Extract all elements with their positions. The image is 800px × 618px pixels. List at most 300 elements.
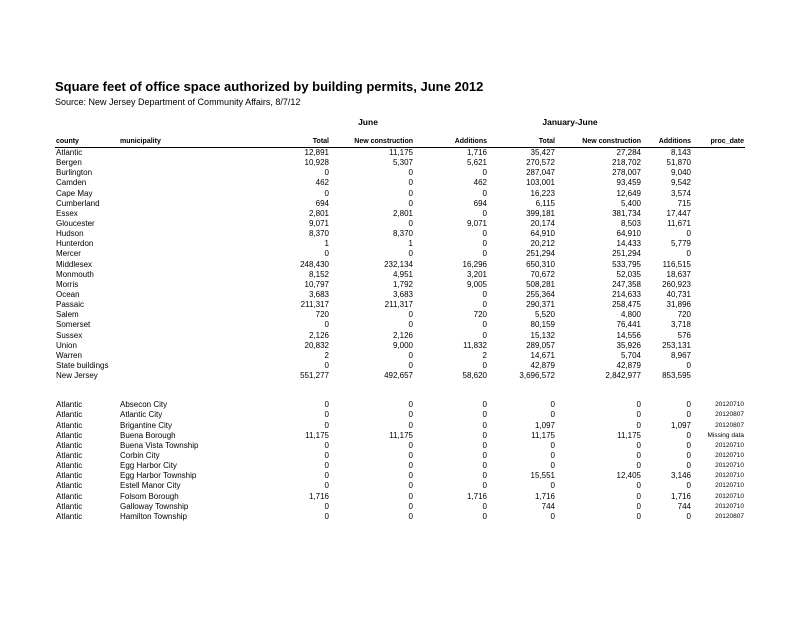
col-header-county: county bbox=[55, 136, 119, 148]
cell-municipality: Corbin City bbox=[120, 451, 160, 460]
cell-new-construction: 0 bbox=[408, 471, 413, 481]
cell-total: 1 bbox=[324, 239, 329, 249]
cell-additions-ytd: 51,870 bbox=[666, 158, 691, 168]
cell-proc-date-empty bbox=[692, 331, 745, 341]
cell-additions: 0 bbox=[482, 430, 487, 440]
cell-county: Atlantic bbox=[56, 511, 83, 521]
cell-total-ytd: 255,364 bbox=[526, 290, 555, 300]
cell-new-construction-ytd: 214,633 bbox=[612, 290, 641, 300]
cell-additions: 0 bbox=[482, 481, 487, 491]
cell-additions-ytd: 0 bbox=[686, 410, 691, 420]
cell-total: 248,430 bbox=[300, 259, 329, 269]
permits-table bbox=[55, 136, 745, 522]
cell-county: Passaic bbox=[56, 300, 85, 310]
cell-county: Atlantic bbox=[56, 148, 83, 158]
cell-proc-date: 20120807 bbox=[715, 512, 744, 520]
cell-proc-date-empty bbox=[692, 168, 745, 178]
cell-additions: 0 bbox=[482, 229, 487, 239]
cell-total: 10,928 bbox=[304, 158, 329, 168]
cell-total: 12,891 bbox=[304, 148, 329, 158]
cell-additions-ytd: 0 bbox=[686, 400, 691, 410]
cell-proc-date-empty bbox=[692, 239, 745, 249]
cell-proc-date: 20120710 bbox=[715, 441, 744, 449]
cell-additions: 0 bbox=[482, 300, 487, 310]
cell-additions: 0 bbox=[482, 361, 487, 371]
cell-new-construction-ytd: 0 bbox=[636, 491, 641, 501]
cell-municipality: Buena Vista Township bbox=[120, 440, 199, 450]
cell-county: Essex bbox=[56, 208, 78, 218]
table-row bbox=[55, 320, 745, 330]
cell-total-ytd: 0 bbox=[550, 451, 555, 460]
cell-total: 0 bbox=[324, 320, 329, 330]
cell-municipality: Brigantine City bbox=[120, 420, 173, 430]
cell-municipality-empty bbox=[119, 361, 246, 371]
cell-new-construction-ytd: 0 bbox=[636, 440, 641, 450]
cell-additions-ytd: 1,097 bbox=[670, 420, 691, 430]
cell-county: Atlantic bbox=[56, 491, 83, 501]
cell-total: 720 bbox=[315, 310, 329, 320]
cell-total-ytd: 20,174 bbox=[530, 219, 555, 229]
cell-total: 0 bbox=[324, 511, 329, 521]
cell-total-ytd: 15,132 bbox=[530, 330, 555, 340]
cell-proc-date-empty bbox=[692, 158, 745, 168]
cell-new-construction: 0 bbox=[408, 198, 413, 208]
cell-county: Camden bbox=[56, 178, 87, 188]
cell-additions-ytd: 0 bbox=[686, 481, 691, 491]
cell-total-ytd: 508,281 bbox=[526, 279, 555, 289]
cell-total-ytd: 0 bbox=[550, 481, 555, 491]
cell-additions: 9,071 bbox=[466, 219, 487, 229]
cell-additions: 0 bbox=[482, 420, 487, 430]
cell-additions: 0 bbox=[482, 410, 487, 420]
cell-additions: 694 bbox=[473, 198, 487, 208]
cell-total-ytd: 15,551 bbox=[530, 471, 555, 481]
cell-municipality: Atlantic City bbox=[120, 410, 163, 420]
cell-total: 0 bbox=[324, 420, 329, 430]
cell-additions-ytd: 720 bbox=[677, 310, 691, 320]
table-row bbox=[55, 189, 745, 199]
cell-county: Atlantic bbox=[56, 501, 83, 511]
cell-additions: 11,832 bbox=[463, 340, 487, 350]
cell-additions-ytd: 11,671 bbox=[667, 219, 691, 229]
spacer-cell bbox=[55, 381, 745, 400]
cell-additions: 2 bbox=[482, 350, 487, 360]
cell-municipality-empty bbox=[119, 168, 246, 178]
table-row bbox=[55, 421, 745, 431]
cell-additions-ytd: 40,731 bbox=[666, 290, 691, 300]
cell-additions: 0 bbox=[482, 451, 487, 460]
cell-total-ytd: 251,294 bbox=[526, 249, 555, 259]
cell-additions-ytd: 17,447 bbox=[666, 208, 691, 218]
cell-total: 0 bbox=[324, 451, 329, 460]
col-header-additions-ytd: Additions bbox=[642, 136, 692, 148]
cell-proc-date: Missing data bbox=[707, 431, 744, 439]
col-header-additions: Additions bbox=[414, 136, 488, 148]
cell-additions-ytd: 3,718 bbox=[670, 320, 691, 330]
cell-proc-date-empty bbox=[692, 371, 745, 381]
cell-additions-ytd: 253,131 bbox=[662, 340, 691, 350]
cell-new-construction-ytd: 0 bbox=[636, 420, 641, 430]
cell-total-ytd: 103,001 bbox=[526, 178, 555, 188]
cell-proc-date-empty bbox=[692, 300, 745, 310]
cell-municipality-empty bbox=[119, 290, 246, 300]
cell-municipality: Estell Manor City bbox=[120, 481, 181, 491]
table-row bbox=[55, 270, 745, 280]
cell-new-construction: 9,000 bbox=[392, 340, 413, 350]
table-row bbox=[55, 331, 745, 341]
cell-total: 0 bbox=[324, 440, 329, 450]
cell-total: 3,683 bbox=[308, 290, 329, 300]
table-row bbox=[55, 290, 745, 300]
cell-additions: 3,201 bbox=[466, 269, 487, 279]
cell-new-construction-ytd: 0 bbox=[636, 410, 641, 420]
table-row bbox=[55, 199, 745, 209]
col-header-new-construction: New construction bbox=[330, 136, 414, 148]
cell-county: Atlantic bbox=[56, 400, 83, 410]
cell-new-construction-ytd: 14,556 bbox=[616, 330, 641, 340]
cell-additions: 0 bbox=[482, 400, 487, 410]
cell-new-construction-ytd: 0 bbox=[636, 501, 641, 511]
col-header-total-ytd: Total bbox=[488, 136, 556, 148]
cell-additions-ytd: 3,574 bbox=[670, 188, 691, 198]
cell-total: 9,071 bbox=[308, 219, 329, 229]
cell-municipality-empty bbox=[119, 300, 246, 310]
table-row bbox=[55, 280, 745, 290]
cell-new-construction-ytd: 12,649 bbox=[616, 188, 641, 198]
cell-county: Gloucester bbox=[56, 219, 95, 229]
cell-new-construction: 11,175 bbox=[389, 148, 413, 158]
cell-additions-ytd: 0 bbox=[686, 249, 691, 259]
cell-new-construction-ytd: 4,800 bbox=[620, 310, 641, 320]
cell-new-construction: 0 bbox=[408, 178, 413, 188]
cell-new-construction-ytd: 76,441 bbox=[616, 320, 641, 330]
cell-total: 0 bbox=[324, 361, 329, 371]
cell-municipality-empty bbox=[119, 189, 246, 199]
table-row bbox=[55, 148, 745, 159]
cell-additions-ytd: 0 bbox=[686, 430, 691, 440]
cell-proc-date: 20120710 bbox=[715, 401, 744, 409]
cell-proc-date-empty bbox=[692, 320, 745, 330]
cell-new-construction-ytd: 93,459 bbox=[616, 178, 641, 188]
col-header-total: Total bbox=[246, 136, 330, 148]
group-header-january-june: January-June bbox=[542, 117, 598, 127]
cell-total-ytd: 6,115 bbox=[535, 198, 555, 208]
cell-county: Atlantic bbox=[56, 481, 83, 491]
cell-additions-ytd: 853,595 bbox=[662, 371, 691, 381]
cell-new-construction: 0 bbox=[408, 249, 413, 259]
cell-county: Mercer bbox=[56, 249, 81, 259]
cell-new-construction-ytd: 12,405 bbox=[616, 471, 641, 481]
cell-proc-date: 20120807 bbox=[715, 411, 744, 419]
cell-new-construction: 0 bbox=[408, 188, 413, 198]
cell-additions-ytd: 5,779 bbox=[670, 239, 691, 249]
cell-total: 2,801 bbox=[308, 208, 329, 218]
table-row bbox=[55, 371, 745, 381]
cell-new-construction-ytd: 11,175 bbox=[617, 430, 641, 440]
table-row bbox=[55, 451, 745, 461]
cell-municipality-empty bbox=[119, 341, 246, 351]
cell-additions-ytd: 0 bbox=[686, 451, 691, 460]
cell-total: 0 bbox=[324, 501, 329, 511]
cell-additions-ytd: 8,967 bbox=[670, 350, 691, 360]
cell-total-ytd: 14,671 bbox=[530, 350, 555, 360]
cell-additions-ytd: 715 bbox=[677, 198, 691, 208]
cell-municipality-empty bbox=[119, 320, 246, 330]
table-row bbox=[55, 502, 745, 512]
cell-additions: 0 bbox=[482, 440, 487, 450]
cell-municipality: Folsom Borough bbox=[120, 491, 179, 501]
cell-new-construction: 11,175 bbox=[389, 430, 413, 440]
cell-new-construction-ytd: 0 bbox=[636, 461, 641, 471]
cell-additions-ytd: 0 bbox=[686, 440, 691, 450]
cell-county: Atlantic bbox=[56, 430, 83, 440]
cell-new-construction-ytd: 218,702 bbox=[612, 158, 641, 168]
cell-county: Warren bbox=[56, 350, 82, 360]
cell-new-construction-ytd: 52,035 bbox=[616, 269, 641, 279]
cell-new-construction-ytd: 381,734 bbox=[612, 208, 641, 218]
cell-new-construction-ytd: 251,294 bbox=[612, 249, 641, 259]
cell-county: Atlantic bbox=[56, 471, 83, 481]
cell-new-construction: 0 bbox=[408, 310, 413, 320]
cell-new-construction: 3,683 bbox=[392, 290, 413, 300]
cell-additions: 720 bbox=[473, 310, 487, 320]
cell-municipality-empty bbox=[119, 199, 246, 209]
cell-new-construction: 2,801 bbox=[392, 208, 413, 218]
cell-proc-date-empty bbox=[692, 178, 745, 188]
cell-proc-date-empty bbox=[692, 219, 745, 229]
cell-total-ytd: 0 bbox=[550, 511, 555, 521]
cell-proc-date-empty bbox=[692, 341, 745, 351]
cell-additions-ytd: 31,896 bbox=[666, 300, 691, 310]
cell-additions: 58,620 bbox=[462, 371, 487, 381]
cell-county: State buildings bbox=[56, 361, 109, 371]
cell-municipality-empty bbox=[119, 148, 246, 159]
cell-additions: 0 bbox=[482, 239, 487, 249]
cell-total: 8,152 bbox=[308, 269, 329, 279]
cell-proc-date-empty bbox=[692, 280, 745, 290]
cell-municipality: Buena Borough bbox=[120, 430, 176, 440]
group-header-june: June bbox=[358, 117, 378, 127]
cell-total-ytd: 5,520 bbox=[534, 310, 555, 320]
cell-total-ytd: 0 bbox=[550, 461, 555, 471]
cell-municipality-empty bbox=[119, 209, 246, 219]
cell-total-ytd: 35,427 bbox=[530, 148, 555, 158]
cell-new-construction: 0 bbox=[408, 501, 413, 511]
cell-new-construction: 0 bbox=[408, 481, 413, 491]
table-row bbox=[55, 300, 745, 310]
cell-proc-date-empty bbox=[692, 260, 745, 270]
cell-total: 0 bbox=[324, 400, 329, 410]
cell-additions: 0 bbox=[482, 208, 487, 218]
cell-proc-date-empty bbox=[692, 249, 745, 259]
cell-new-construction: 0 bbox=[408, 219, 413, 229]
cell-proc-date-empty bbox=[692, 270, 745, 280]
table-row bbox=[55, 239, 745, 249]
cell-additions: 0 bbox=[482, 461, 487, 471]
cell-total: 2,126 bbox=[308, 330, 329, 340]
cell-additions: 0 bbox=[482, 168, 487, 178]
cell-additions: 1,716 bbox=[466, 148, 487, 158]
cell-total-ytd: 270,572 bbox=[526, 158, 555, 168]
cell-total-ytd: 16,223 bbox=[530, 188, 555, 198]
cell-additions: 0 bbox=[482, 501, 487, 511]
cell-municipality-empty bbox=[119, 229, 246, 239]
cell-total-ytd: 1,716 bbox=[534, 491, 555, 501]
cell-new-construction: 0 bbox=[408, 420, 413, 430]
cell-proc-date-empty bbox=[692, 310, 745, 320]
cell-new-construction-ytd: 533,795 bbox=[612, 259, 641, 269]
table-row bbox=[55, 410, 745, 420]
cell-total: 1,716 bbox=[308, 491, 329, 501]
table-row bbox=[55, 461, 745, 471]
cell-new-construction-ytd: 0 bbox=[636, 400, 641, 410]
cell-county: Union bbox=[56, 340, 77, 350]
cell-county: Atlantic bbox=[56, 451, 83, 460]
cell-additions-ytd: 744 bbox=[677, 501, 691, 511]
col-header-municipality: municipality bbox=[119, 136, 246, 148]
cell-total: 0 bbox=[324, 461, 329, 471]
source-note: Source: New Jersey Department of Community Affairs, 8/7/12 bbox=[55, 97, 301, 107]
cell-total: 0 bbox=[324, 188, 329, 198]
cell-new-construction: 2,126 bbox=[392, 330, 413, 340]
cell-new-construction: 0 bbox=[408, 361, 413, 371]
table-row bbox=[55, 178, 745, 188]
cell-total: 11,175 bbox=[305, 430, 329, 440]
cell-total-ytd: 290,371 bbox=[526, 300, 555, 310]
cell-total: 211,317 bbox=[300, 300, 329, 310]
cell-county: Ocean bbox=[56, 290, 80, 300]
table-row bbox=[55, 219, 745, 229]
cell-total: 0 bbox=[324, 168, 329, 178]
cell-municipality-empty bbox=[119, 371, 246, 381]
cell-additions: 0 bbox=[482, 320, 487, 330]
cell-county: Cumberland bbox=[56, 198, 100, 208]
cell-new-construction: 8,370 bbox=[392, 229, 413, 239]
cell-proc-date: 20120710 bbox=[715, 452, 744, 459]
cell-additions: 0 bbox=[482, 249, 487, 259]
cell-additions-ytd: 0 bbox=[686, 511, 691, 521]
cell-total: 2 bbox=[324, 350, 329, 360]
cell-new-construction-ytd: 5,704 bbox=[620, 350, 641, 360]
cell-new-construction: 0 bbox=[408, 461, 413, 471]
cell-new-construction-ytd: 258,475 bbox=[612, 300, 641, 310]
cell-new-construction: 0 bbox=[408, 320, 413, 330]
cell-county: Atlantic bbox=[56, 440, 83, 450]
cell-total: 0 bbox=[324, 249, 329, 259]
cell-proc-date-empty bbox=[692, 229, 745, 239]
cell-new-construction: 0 bbox=[408, 168, 413, 178]
cell-county: Atlantic bbox=[56, 420, 83, 430]
cell-additions: 0 bbox=[482, 188, 487, 198]
cell-county: Sussex bbox=[56, 330, 83, 340]
cell-total: 20,832 bbox=[304, 340, 329, 350]
cell-new-construction: 0 bbox=[408, 410, 413, 420]
cell-total-ytd: 289,057 bbox=[526, 340, 555, 350]
cell-county: New Jersey bbox=[56, 371, 98, 381]
table-row bbox=[55, 351, 745, 361]
cell-total: 694 bbox=[315, 198, 329, 208]
table-row bbox=[55, 310, 745, 320]
cell-municipality: Egg Harbor City bbox=[120, 461, 177, 471]
cell-new-construction-ytd: 27,284 bbox=[616, 148, 641, 158]
cell-additions-ytd: 260,923 bbox=[662, 279, 691, 289]
cell-additions-ytd: 1,716 bbox=[670, 491, 691, 501]
cell-total: 10,797 bbox=[304, 279, 329, 289]
cell-municipality-empty bbox=[119, 280, 246, 290]
table-row bbox=[55, 481, 745, 491]
cell-new-construction: 211,317 bbox=[384, 300, 413, 310]
cell-county: Atlantic bbox=[56, 410, 83, 420]
cell-new-construction-ytd: 2,842,977 bbox=[605, 371, 641, 381]
cell-new-construction: 0 bbox=[408, 440, 413, 450]
cell-total-ytd: 1,097 bbox=[534, 420, 555, 430]
cell-additions-ytd: 116,515 bbox=[662, 259, 691, 269]
cell-proc-date: 20120710 bbox=[715, 462, 744, 470]
cell-new-construction-ytd: 0 bbox=[636, 481, 641, 491]
cell-total-ytd: 11,175 bbox=[531, 430, 555, 440]
cell-county: Morris bbox=[56, 279, 79, 289]
cell-new-construction: 0 bbox=[408, 451, 413, 460]
cell-additions: 462 bbox=[473, 178, 487, 188]
cell-new-construction-ytd: 14,433 bbox=[616, 239, 641, 249]
cell-additions: 16,296 bbox=[462, 259, 487, 269]
cell-additions: 0 bbox=[482, 511, 487, 521]
cell-county: Bergen bbox=[56, 158, 82, 168]
cell-proc-date-empty bbox=[692, 351, 745, 361]
cell-county: Somerset bbox=[56, 320, 91, 330]
cell-county: Hunterdon bbox=[56, 239, 94, 249]
cell-total: 0 bbox=[324, 481, 329, 491]
cell-county: Salem bbox=[56, 310, 79, 320]
cell-total-ytd: 0 bbox=[550, 440, 555, 450]
cell-total-ytd: 42,879 bbox=[530, 361, 555, 371]
cell-total-ytd: 399,181 bbox=[526, 208, 555, 218]
cell-new-construction: 232,134 bbox=[384, 259, 413, 269]
table-row bbox=[55, 249, 745, 259]
cell-total: 551,277 bbox=[300, 371, 329, 381]
cell-new-construction-ytd: 35,926 bbox=[616, 340, 641, 350]
cell-municipality-empty bbox=[119, 310, 246, 320]
cell-county: Cape May bbox=[56, 188, 93, 198]
cell-municipality: Absecon City bbox=[120, 400, 168, 410]
cell-additions: 0 bbox=[482, 471, 487, 481]
cell-new-construction-ytd: 0 bbox=[636, 451, 641, 460]
cell-proc-date: 20120710 bbox=[715, 502, 744, 510]
table-row bbox=[55, 361, 745, 371]
table-row bbox=[55, 441, 745, 451]
cell-municipality-empty bbox=[119, 239, 246, 249]
cell-new-construction: 5,307 bbox=[392, 158, 413, 168]
cell-municipality-empty bbox=[119, 249, 246, 259]
cell-municipality-empty bbox=[119, 158, 246, 168]
cell-total: 0 bbox=[324, 410, 329, 420]
cell-proc-date-empty bbox=[692, 199, 745, 209]
table-body bbox=[55, 148, 745, 522]
cell-additions-ytd: 0 bbox=[686, 461, 691, 471]
col-header-new-construction-ytd: New construction bbox=[556, 136, 642, 148]
cell-proc-date: 20120710 bbox=[715, 492, 744, 500]
table-row bbox=[55, 168, 745, 178]
cell-new-construction-ytd: 278,007 bbox=[612, 168, 641, 178]
cell-county: Hudson bbox=[56, 229, 84, 239]
table-row bbox=[55, 341, 745, 351]
cell-municipality-empty bbox=[119, 270, 246, 280]
cell-municipality-empty bbox=[119, 178, 246, 188]
cell-new-construction-ytd: 0 bbox=[636, 511, 641, 521]
table-row bbox=[55, 492, 745, 502]
cell-county: Atlantic bbox=[56, 461, 83, 471]
table-row bbox=[55, 158, 745, 168]
